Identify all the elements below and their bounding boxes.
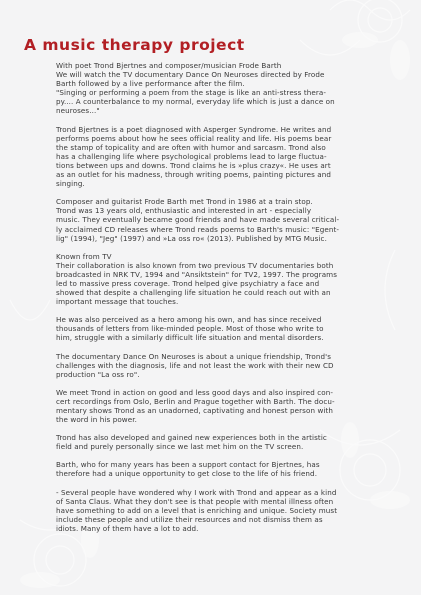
text-line: With poet Trond Bjertnes and composer/musician Frode Barth <box>56 61 282 70</box>
text-line: include these people and utilize their resources and not dismiss them as <box>56 514 323 524</box>
text-line: have something to add on a level that is enriching and unique. Society must <box>56 505 338 515</box>
text-line: challenges with the diagnosis, life and not least the work with their new CD <box>56 360 334 370</box>
text-line: - Several people have wondered why I work with Trond and appear as a kind <box>56 487 337 497</box>
text-line: performs poems about how he sees official reality and life. His poems bear <box>56 133 332 143</box>
text-line: We will watch the TV documentary Dance On Neuroses directed by Frode <box>56 70 325 80</box>
text-line: ly acclaimed CD releases where Trond reads poems to Barth's music: "Egent- <box>56 224 340 234</box>
text-line: singing. <box>56 179 85 189</box>
body-paragraph <box>56 252 392 307</box>
text-line: the stamp of topicality and are often with humor and sarcasm. Trond also <box>56 142 326 152</box>
body-paragraph <box>56 197 392 242</box>
text-line: him, struggle with a similarly difficult life situation and mental disorders. <box>56 333 324 343</box>
text-line: music. They eventually became good friends and have made several critical- <box>56 215 340 225</box>
text-line: Barth, who for many years has been a support contact for Bjertnes, has <box>56 460 320 470</box>
text-line: showed that despite a challenging life situation he could reach out with an <box>56 288 331 298</box>
text-line: important message that touches. <box>56 297 179 307</box>
text-line: broadcasted in NRK TV, 1994 and "Ansiktstein" for TV2, 1997. The programs <box>56 269 338 279</box>
text-line: The documentary Dance On Neuroses is about a unique friendship, Trond's <box>56 351 332 361</box>
text-line: production "La oss ro". <box>56 369 140 379</box>
text-line: He was also perceived as a hero among his own, and has since received <box>56 315 322 325</box>
text-line: lig" (1994), "Jeg" (1997) and »La oss ro« (2013). Published by MTG Music. <box>56 233 327 243</box>
text-line: of Santa Claus. What they don't see is that people with mental illness often <box>56 496 334 506</box>
body-paragraph <box>56 315 392 342</box>
text-line: Known from TV <box>56 251 112 261</box>
text-line: Composer and guitarist Frode Barth met Trond in 1986 at a train stop. <box>56 197 313 207</box>
text-line: thousands of letters from like-minded people. Most of those who write to <box>56 324 324 334</box>
text-line: idiots. Many of them have a lot to add. <box>56 523 199 533</box>
text-line: cert recordings from Oslo, Berlin and Prague together with Barth. The docu- <box>56 396 335 406</box>
text-line: We meet Trond in action on good and less good days and also inspired con- <box>56 387 333 397</box>
text-line: led to massive press coverage. Trond helped give psychiatry a face and <box>56 278 320 288</box>
text-line: mentary shows Trond as an unadorned, captivating and honest person with <box>56 406 334 415</box>
text-line: py.... A counterbalance to my normal, everyday life which is just a dance on <box>56 97 335 107</box>
body-paragraph <box>56 388 392 424</box>
body-paragraph <box>56 125 392 189</box>
body-paragraph <box>56 433 392 451</box>
text-line: Trond was 13 years old, enthusiastic and interested in art - especially <box>56 206 312 216</box>
body-paragraph <box>56 61 392 116</box>
text-line: tions between ups and downs. Trond claims he is »plus crazy«. He uses art <box>56 160 331 170</box>
text-line: as an outlet for his madness, through writing poems, painting pictures and <box>56 170 332 180</box>
text-line: Trond has also developed and gained new experiences both in the artistic <box>56 433 327 443</box>
text-line: has a challenging life where psychological problems lead to large fluctua- <box>56 151 327 161</box>
text-line: field and purely personally since we last met him on the TV screen. <box>56 442 304 452</box>
document-body <box>56 61 392 542</box>
text-line: Barth followed by a live performance after the film. <box>56 79 245 89</box>
body-paragraph <box>56 460 392 478</box>
text-line: neuroses..." <box>56 106 100 116</box>
text-line: Their collaboration is also known from two previous TV documentaries both <box>56 260 334 270</box>
body-paragraph <box>56 352 392 379</box>
body-paragraph <box>56 488 392 533</box>
document-title: A music therapy project <box>24 36 245 54</box>
text-line: therefore had a unique opportunity to get close to the life of his friend. <box>56 469 318 479</box>
text-line: Trond Bjertnes is a poet diagnosed with Asperger Syndrome. He writes and <box>56 124 332 134</box>
text-line: the word in his power. <box>56 415 137 425</box>
text-line: "Singing or performing a poem from the stage is like an anti-stress thera- <box>56 88 327 98</box>
